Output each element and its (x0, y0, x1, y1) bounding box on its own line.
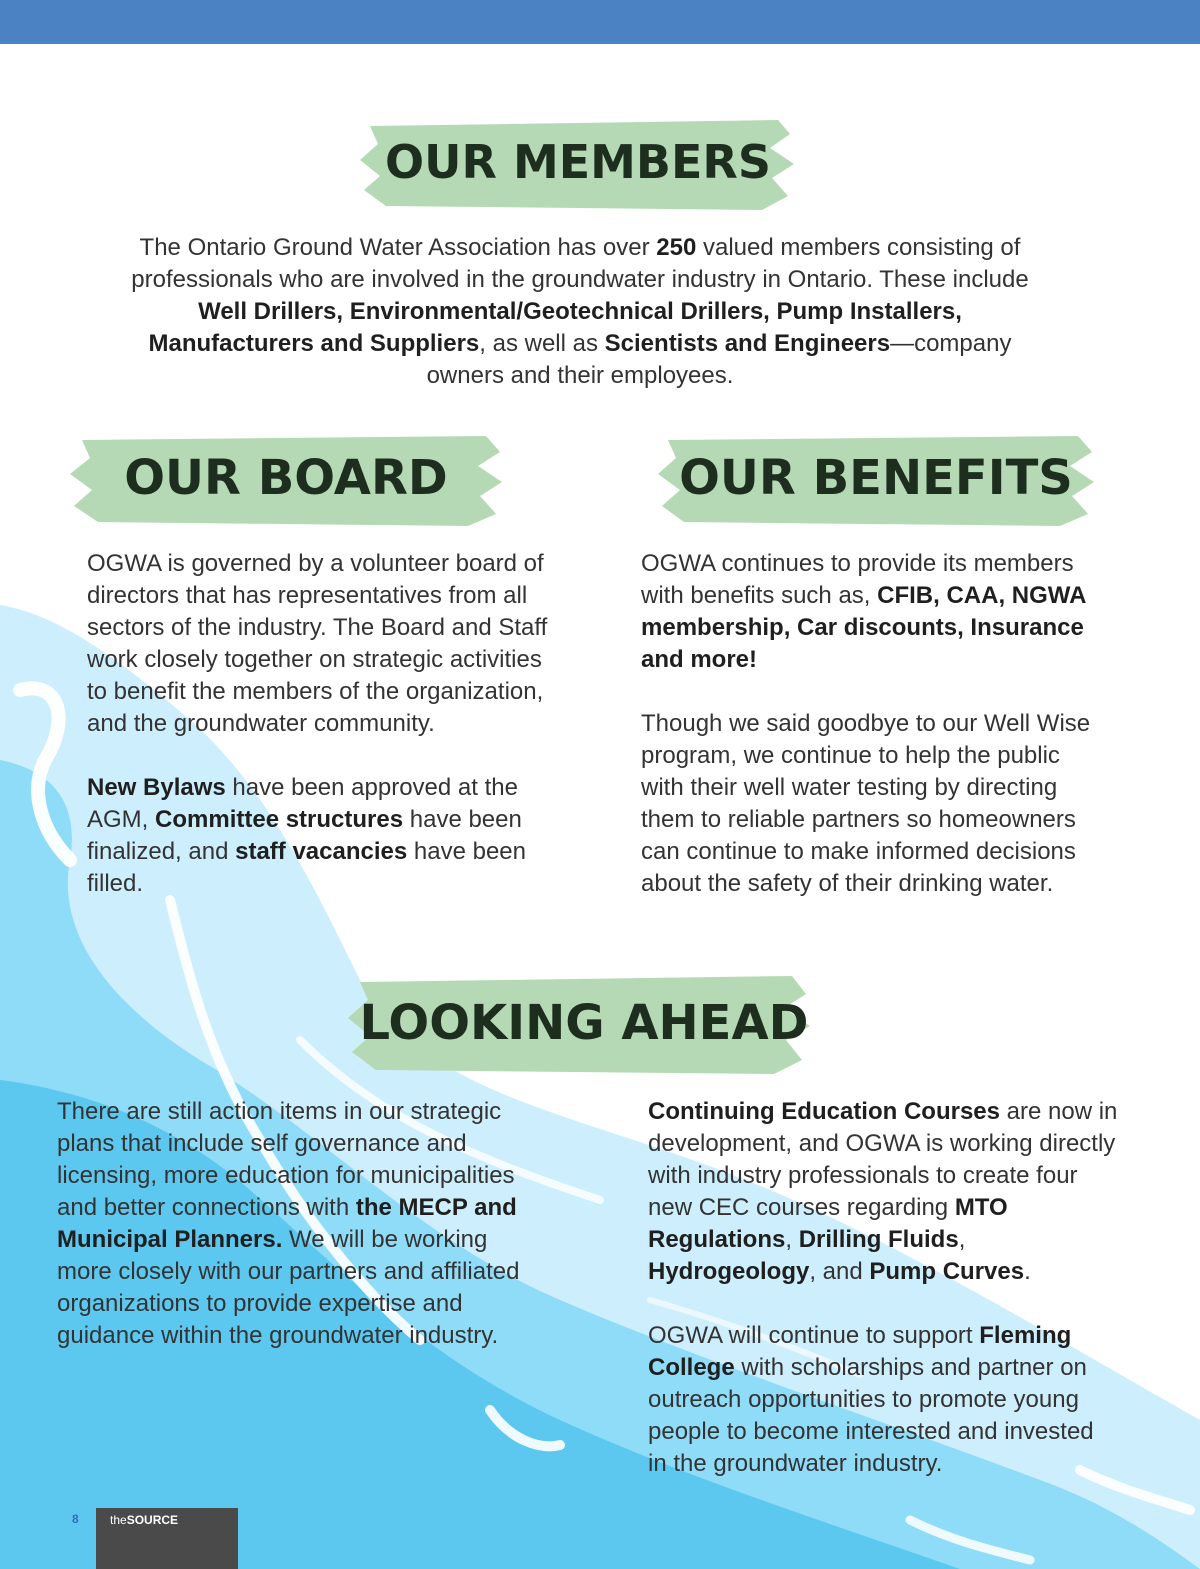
board-paragraph-1: OGWA is governed by a volunteer board of directors that has representatives from all sectors of the industry. The Board and Staff work closely together on strategic activities to benefit the members of the organization, and the groundwater community. (87, 550, 548, 737)
members-intro-paragraph: The Ontario Ground Water Association has over 250 valued members consisting of professionals who are involved in the groundwater industry in Ontario. These include Well Drillers, Environmental/Geotechnical Drillers, Pump Installers, Manufacturers and Suppliers, as well as Scientists and Engineers—company owners and their employees. (131, 234, 1029, 389)
board-text (87, 548, 559, 900)
our-benefits-heading: OUR BENEFITS (679, 450, 1073, 506)
benefits-paragraph-1: OGWA continues to provide its members with benefits such as, CFIB, CAA, NGWA membership, Car discounts, Insurance and more! (641, 550, 1086, 673)
benefits-text (641, 548, 1109, 900)
our-members-heading: OUR MEMBERS (385, 135, 771, 189)
looking-ahead-heading: LOOKING AHEAD (359, 995, 809, 1051)
fleming-paragraph: OGWA will continue to support Fleming College with scholarships and partner on outreach opportunities to promote young people to become interested and invested in the groundwater industry. (648, 1322, 1094, 1477)
publication-name: theSOURCE (110, 1513, 179, 1527)
footer-brand-box (96, 1508, 238, 1569)
page-number: 8 (72, 1512, 79, 1526)
our-board-heading: OUR BOARD (124, 450, 448, 506)
benefits-paragraph-2: Though we said goodbye to our Well Wise program, we continue to help the public with their well water testing by directing them to reliable partners so homeowners can continue to make informed decisions about the safety of their drinking water. (641, 710, 1091, 897)
board-paragraph-2: New Bylaws have been approved at the AGM, Committee structures have been finalized, and staff vacancies have been filled. (87, 774, 526, 897)
looking-ahead-left-text: There are still action items in our strategic plans that include self governance and licensing, more education for municipalities and better connections with the MECP and Municipal Planners. We will be working more closely with our partners and affiliated organizations to provide expertise and guidance within the groundwater industry. (57, 1098, 520, 1349)
cec-paragraph: Continuing Education Courses are now in development, and OGWA is working directly with industry professionals to create four new CEC courses regarding MTO Regulations, Drilling Fluids, Hydrogeology, and Pump Curves. (648, 1098, 1118, 1285)
looking-ahead-right-text (648, 1096, 1118, 1480)
